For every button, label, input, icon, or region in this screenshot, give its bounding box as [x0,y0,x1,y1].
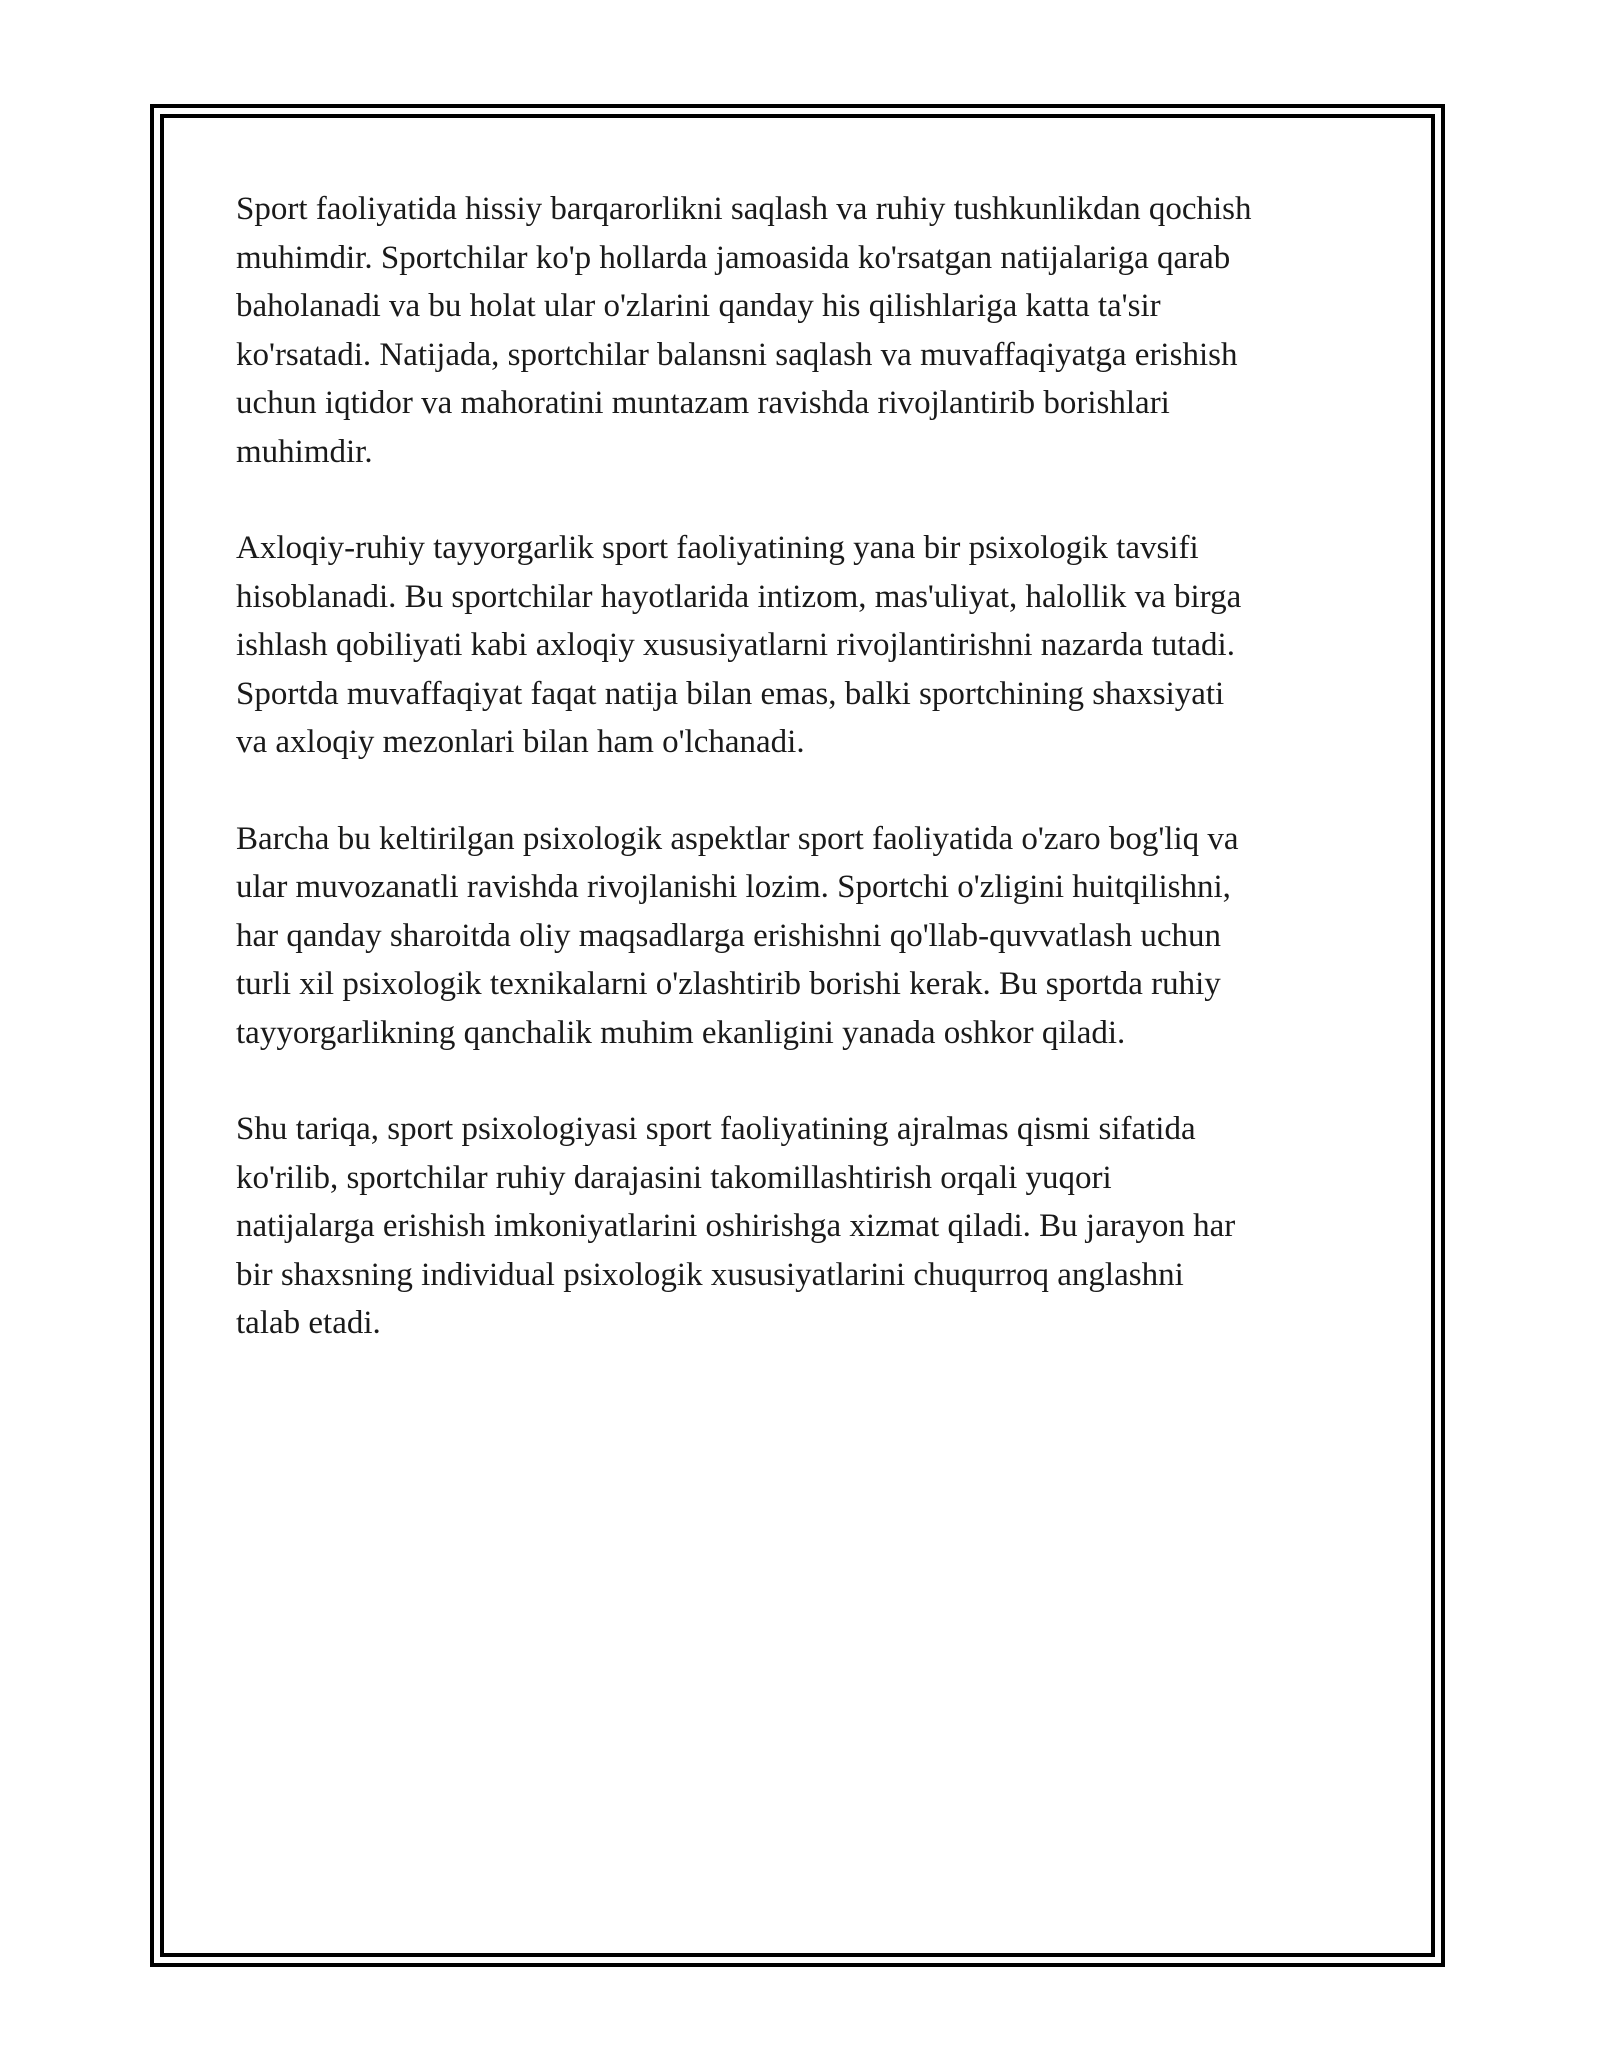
paragraph-2: Axloqiy-ruhiy tayyorgarlik sport faoliyatining yana bir psixologik tavsifi hisoblanadi. Bu sportchilar hayotlarida intizom, mas'uliyat, halollik va birga ishlash qobiliyati kabi axloqiy xususiyatlarni rivojlantirishni nazarda tutadi. Sportda muvaffaqiyat faqat natija bilan emas, balki sportchining shaxsiyati va axloqiy mezonlari bilan ham o'lchanadi. [236,530,1242,760]
document-body [236,185,1396,1396]
paragraph-1: Sport faoliyatida hissiy barqarorlikni saqlash va ruhiy tushkunlikdan qochish muhimdir. Sportchilar ko'p hollarda jamoasida ko'rsatgan natijalariga qarab baholanadi va bu holat ular o'zlarini qanday his qilishlariga katta ta'sir ko'rsatadi. Natijada, sportchilar balansni saqlash va muvaffaqiyatga erishish uchun iqtidor va mahoratini muntazam ravishda rivojlantirib borishlari muhimdir. [236,191,1252,470]
paragraph-3: Barcha bu keltirilgan psixologik aspektlar sport faoliyatida o'zaro bog'liq va ular muvozanatli ravishda rivojlanishi lozim. Sportchi o'zligini huitqilishni, har qanday sharoitda oliy maqsadlarga erishishni qo'llab-quvvatlash uchun turli xil psixologik texnikalarni o'zlashtirib borishi kerak. Bu sportda ruhiy tayyorgarlikning qanchalik muhim ekanligini yanada oshkor qiladi. [236,820,1239,1051]
paragraph-4: Shu tariqa, sport psixologiyasi sport faoliyatining ajralmas qismi sifatida ko'rilib, sportchilar ruhiy darajasini takomillashtirish orqali yuqori natijalarga erishish imkoniyatlarini oshirishga xizmat qiladi. Bu jarayon har bir shaxsning individual psixologik xususiyatlarini chuqurroq anglashni talab etadi. [236,1111,1236,1341]
